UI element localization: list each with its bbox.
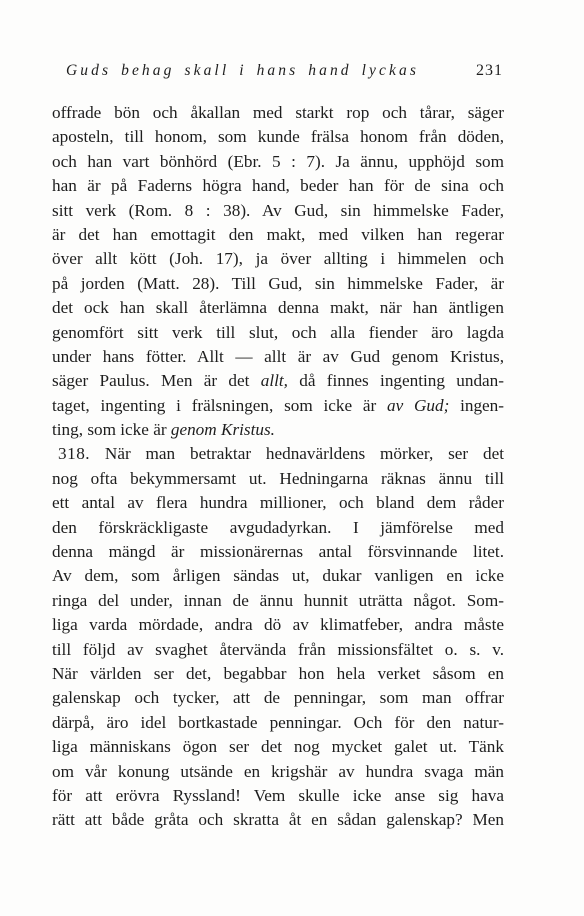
text-run: liga varda mördade, andra dö av klimatfeber, andra måste — [52, 615, 504, 635]
text-run: genomfört sitt verk till slut, och alla fiender äro lagda — [52, 322, 504, 342]
text-line — [52, 247, 504, 271]
text-line — [52, 784, 504, 808]
text-line — [52, 686, 504, 710]
text-line — [52, 491, 504, 515]
italic-text: genom Kristus. — [170, 420, 275, 440]
text-line — [52, 516, 504, 540]
text-run: till följd av svaghet återvända från missionsfältet o. s. v. — [52, 639, 504, 659]
text-run: om vår konung utsände en krigshär av hundra svaga män — [52, 761, 504, 781]
text-run: och han vart bönhörd (Ebr. 5 : 7). Ja ännu, upphöjd som — [52, 151, 504, 171]
text-run: nog ofta bekymmersamt ut. Hedningarna räknas ännu till — [52, 468, 504, 488]
text-run: då finnes ingenting undan- — [287, 371, 504, 391]
page-number: 231 — [476, 62, 503, 79]
text-run: därpå, äro idel bortkastade penningar. Och för den natur- — [52, 712, 504, 732]
text-run: liga människans ögon ser det nog mycket galet ut. Tänk — [52, 737, 504, 757]
text-run: är det han emottagit den makt, med vilken han regerar — [52, 224, 504, 244]
body-text — [52, 101, 504, 833]
text-line — [52, 296, 504, 320]
text-run: säger Paulus. Men är det — [52, 371, 261, 391]
text-run: det ock han skall återlämna denna makt, när han äntligen — [52, 298, 504, 318]
text-run: ringa del under, innan de ännu hunnit uträtta något. Som- — [52, 590, 504, 610]
text-line — [52, 760, 504, 784]
text-line — [52, 369, 504, 393]
text-run: aposteln, till honom, som kunde frälsa honom från döden, — [52, 127, 504, 147]
text-line — [52, 174, 504, 198]
text-line — [52, 321, 504, 345]
text-run: under hans fötter. Allt — allt är av Gud genom Kristus, — [52, 346, 504, 366]
text-line — [52, 589, 504, 613]
text-run: offrade bön och åkallan med starkt rop och tårar, säger — [52, 103, 504, 122]
text-line — [52, 272, 504, 296]
text-line — [52, 711, 504, 735]
text-run: galenskap och tycker, att de penningar, som man offrar — [52, 688, 504, 708]
italic-text: av Gud; — [387, 395, 450, 415]
running-head — [66, 62, 503, 86]
text-run: den förskräckligaste avgudadyrkan. I jämförelse med — [52, 517, 504, 537]
italic-text: allt, — [260, 371, 288, 391]
text-line — [52, 199, 504, 223]
text-line — [52, 564, 504, 588]
text-line — [52, 662, 504, 686]
text-run: över allt kött (Joh. 17), ja över allting i himmelen och — [52, 249, 504, 269]
text-line — [52, 394, 504, 418]
text-run: rätt att både gråta och skratta åt en sådan galenskap? Men — [52, 810, 504, 830]
text-run: ett antal av flera hundra millioner, och bland dem råder — [52, 493, 504, 513]
text-line — [52, 467, 504, 491]
text-line — [52, 442, 504, 466]
text-line — [52, 540, 504, 564]
text-run: När världen ser det, begabbar hon hela verket såsom en — [52, 663, 504, 683]
text-run: När man betraktar hednavärldens mörker, ser det — [90, 444, 504, 464]
text-run: taget, ingenting i frälsningen, som icke är — [52, 395, 387, 415]
text-line — [52, 101, 504, 125]
text-run: Av dem, som årligen sändas ut, dukar vanligen en icke — [52, 566, 504, 586]
text-line — [52, 613, 504, 637]
section-number: 318. — [58, 444, 91, 464]
text-line — [52, 638, 504, 662]
text-line — [52, 223, 504, 247]
text-run: för att erövra Ryssland! Vem skulle icke anse sig hava — [52, 785, 504, 805]
text-run: denna mängd är missionärernas antal försvinnande litet. — [52, 542, 504, 562]
text-run: sitt verk (Rom. 8 : 38). Av Gud, sin himmelske Fader, — [52, 200, 504, 220]
running-title: Guds behag skall i hans hand lyckas — [66, 62, 419, 79]
text-line — [52, 125, 504, 149]
text-run: ingen- — [449, 395, 504, 415]
text-line — [52, 808, 504, 832]
text-run: ting, som icke är — [52, 420, 171, 440]
text-line — [52, 345, 504, 369]
text-line — [52, 418, 504, 442]
text-line — [52, 735, 504, 759]
text-run: han är på Faderns högra hand, beder han för de sina och — [52, 176, 504, 196]
text-line — [52, 150, 504, 174]
text-run: på jorden (Matt. 28). Till Gud, sin himmelske Fader, är — [52, 273, 504, 293]
